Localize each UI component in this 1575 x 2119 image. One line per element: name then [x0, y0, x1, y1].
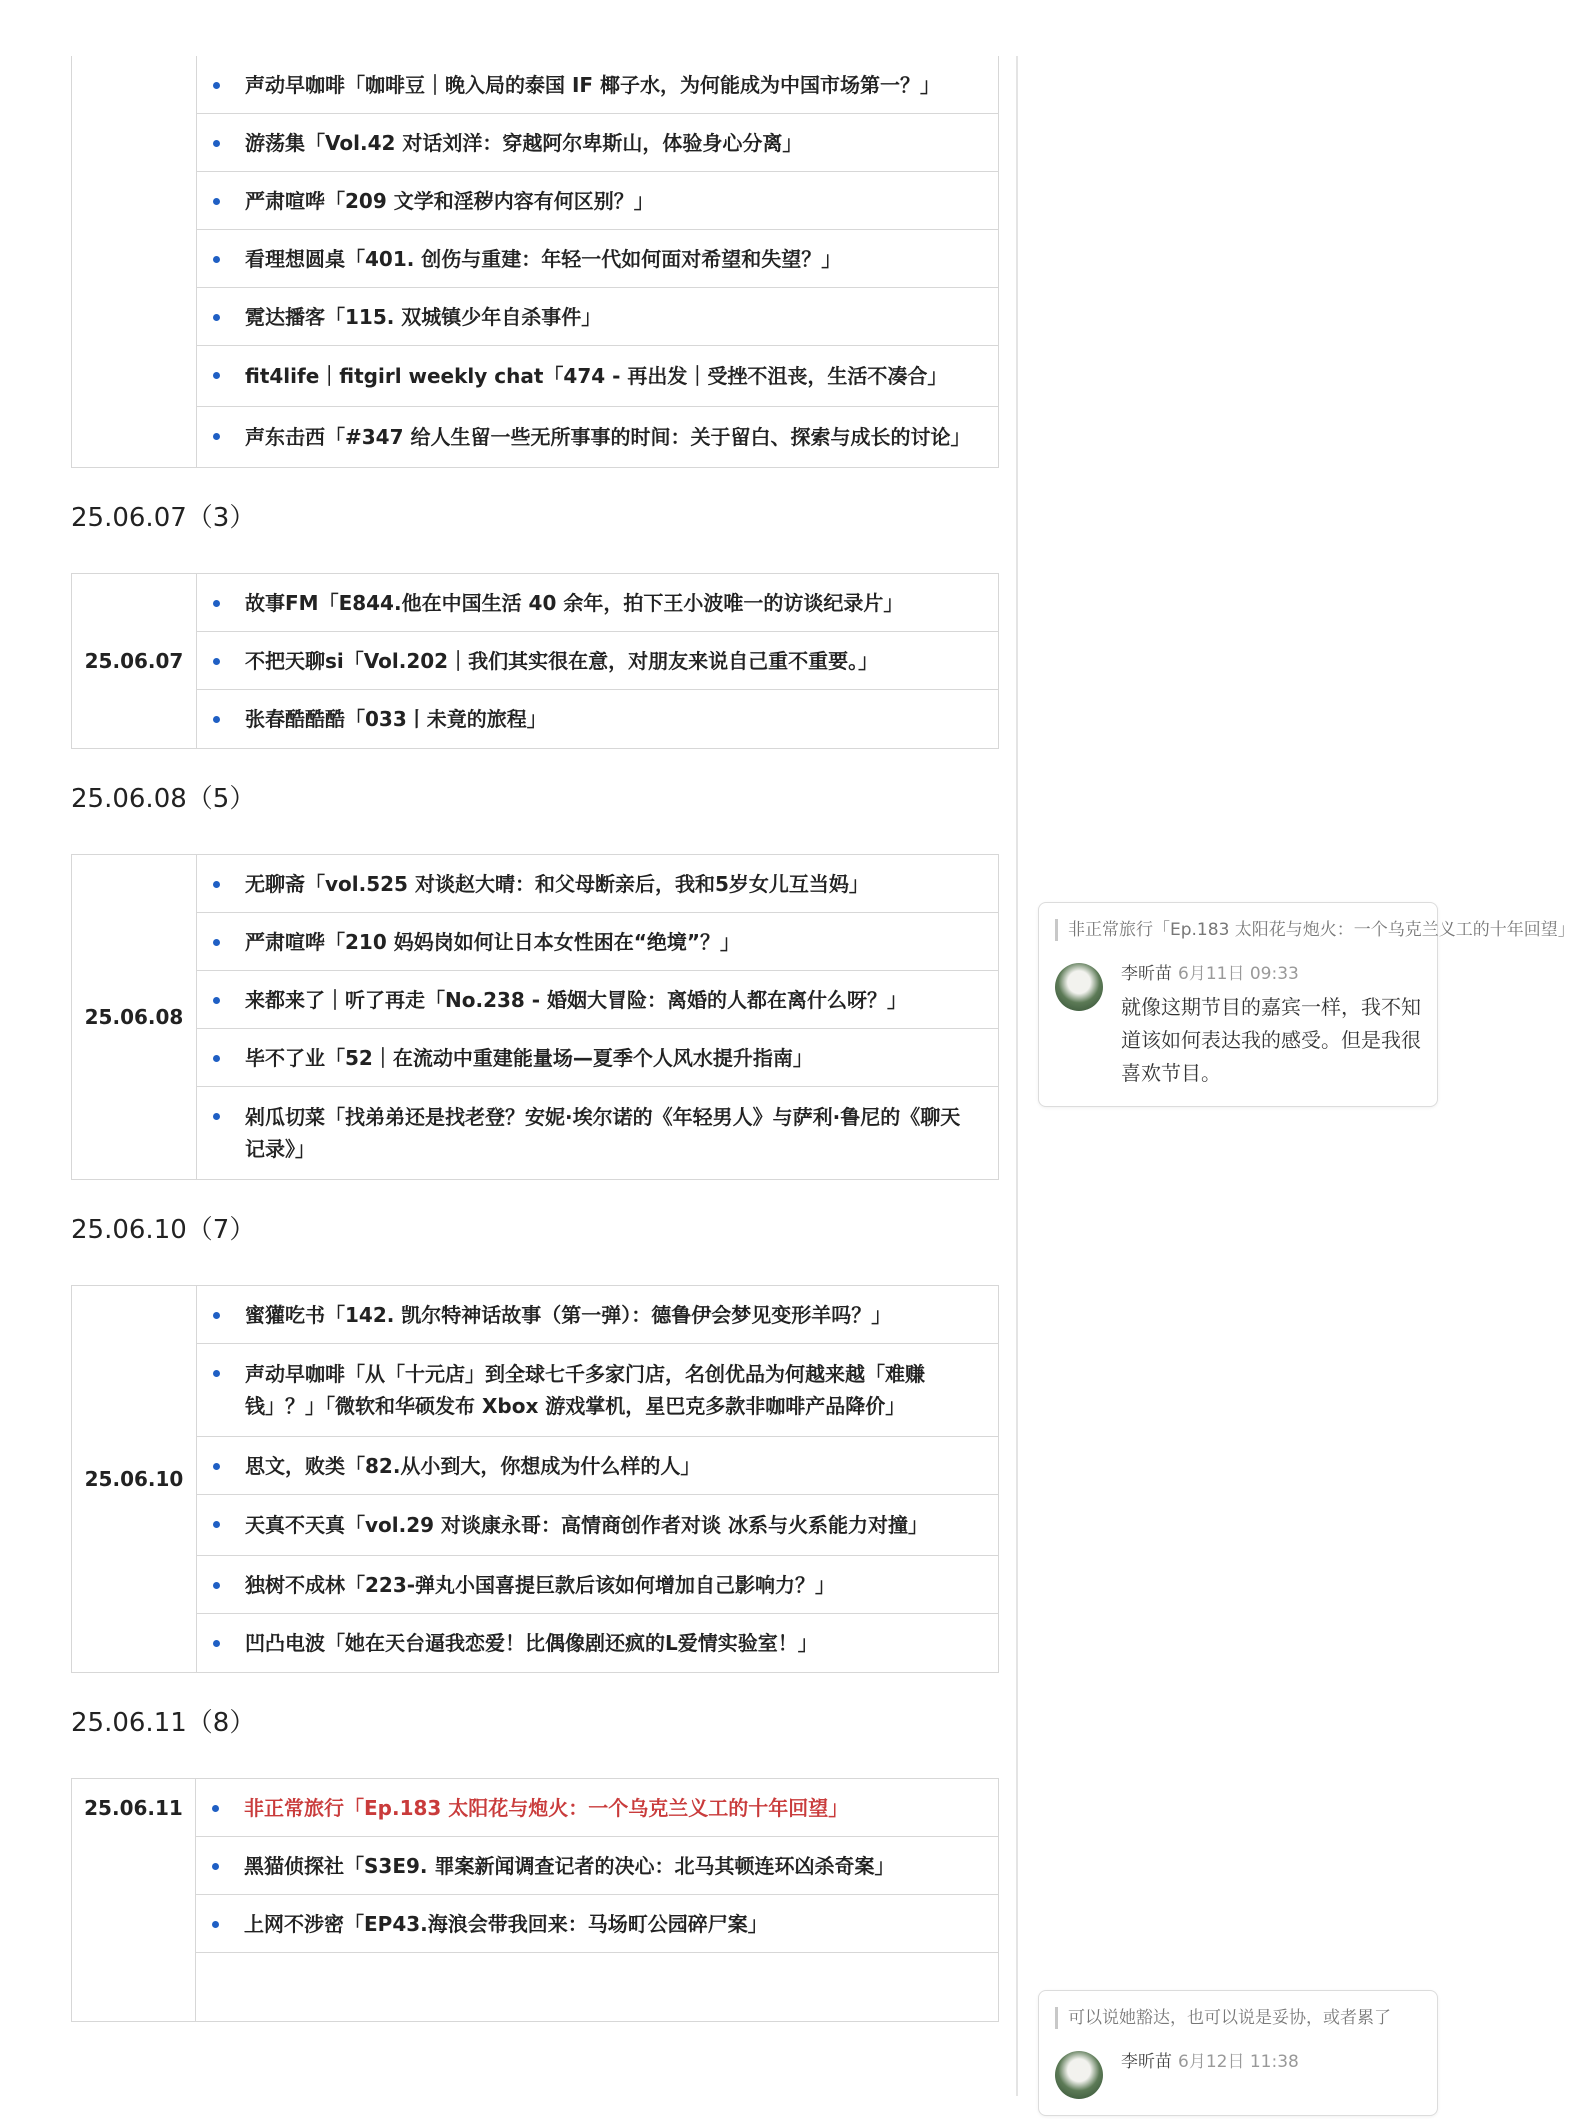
bullet-icon [213, 256, 220, 263]
day-date-cell: 25.06.08 [72, 855, 197, 1179]
day-heading: 25.06.08（5） [71, 784, 256, 814]
comment-card[interactable] [1038, 902, 1575, 1107]
episode-item[interactable] [197, 690, 998, 748]
episode-list [196, 1779, 998, 2021]
episode-title: 张春酷酷酷「033丨未竟的旅程」 [245, 707, 547, 731]
comment-author[interactable]: 李昕苗 [1121, 964, 1172, 984]
comment-quote[interactable]: 可以说她豁达，也可以说是妥协，或者累了 [1055, 2007, 1421, 2029]
comment-body [1055, 963, 1421, 1090]
episode-item[interactable] [197, 1495, 998, 1556]
episode-title: 蜜獾吃书「142. 凯尔特神话故事（第一弹）：德鲁伊会梦见变形羊吗？」 [245, 1302, 892, 1327]
day-group [71, 1200, 999, 1673]
day-table [71, 573, 999, 749]
day-heading: 25.06.07（3） [71, 503, 256, 533]
episode-item[interactable] [197, 346, 998, 407]
bullet-icon [213, 140, 220, 147]
episode-title: 独树不成林「223-弹丸小国喜提巨款后该如何增加自己影响力？」 [245, 1572, 836, 1597]
episode-title: 看理想圆桌「401. 创伤与重建：年轻一代如何面对希望和失望？」 [245, 246, 842, 271]
bullet-icon [213, 1582, 220, 1589]
episode-title: 声东击西「#347 给人生留一些无所事事的时间：关于留白、探索与成长的讨论」 [245, 425, 971, 449]
episode-item[interactable] [197, 1614, 998, 1672]
bullet-icon [213, 716, 220, 723]
day-table [71, 1285, 999, 1673]
bullet-icon [213, 1370, 220, 1377]
episode-item[interactable] [197, 288, 998, 346]
episode-title: 非正常旅行「Ep.183 太阳花与炮火：一个乌克兰义工的十年回望」 [244, 1795, 849, 1820]
bullet-icon [213, 939, 220, 946]
episode-item[interactable] [196, 1837, 998, 1895]
bullet-icon [213, 1640, 220, 1647]
comment-quote[interactable]: 非正常旅行「Ep.183 太阳花与炮火：一个乌克兰义工的十年回望」 [1055, 919, 1421, 941]
bullet-icon [213, 82, 220, 89]
bullet-icon [213, 314, 220, 321]
day-heading: 25.06.11（8） [71, 1708, 256, 1738]
bullet-icon [213, 372, 220, 379]
day-table [71, 56, 999, 468]
avatar[interactable] [1055, 963, 1103, 1011]
episode-title: 天真不天真「vol.29 对谈康永哥：高情商创作者对谈 冰系与火系能力对撞」 [245, 1513, 928, 1537]
day-group [71, 769, 999, 1180]
bullet-icon [213, 1312, 220, 1319]
episode-item[interactable] [197, 172, 998, 230]
bullet-icon [212, 1805, 219, 1812]
episode-item[interactable] [197, 1087, 998, 1179]
day-group [71, 56, 999, 468]
episode-item[interactable] [196, 1895, 998, 1953]
episode-list [197, 1286, 998, 1672]
comment-author[interactable]: 李昕苗 [1121, 2052, 1172, 2072]
episode-item[interactable] [196, 1779, 998, 1837]
bullet-icon [213, 1055, 220, 1062]
episode-item[interactable] [197, 1556, 998, 1614]
bullet-icon [213, 881, 220, 888]
episode-item[interactable] [197, 56, 998, 114]
episode-title: 来都来了｜听了再走「No.238 - 婚姻大冒险：离婚的人都在离什么呀？」 [245, 987, 908, 1012]
episode-item[interactable] [197, 1029, 998, 1087]
comment-main [1121, 2051, 1299, 2099]
episode-title: 剁瓜切菜「找弟弟还是找老登？安妮·埃尔诺的《年轻男人》与萨利·鲁尼的《聊天记录》」 [245, 1105, 961, 1161]
day-date-cell: 25.06.11 [72, 1779, 196, 2021]
episode-item[interactable] [197, 407, 998, 467]
comment-body [1055, 2051, 1421, 2099]
comment-main [1121, 963, 1421, 1090]
day-group [71, 488, 999, 749]
episode-item[interactable] [197, 230, 998, 288]
episode-title: 游荡集「Vol.42 对话刘洋：穿越阿尔卑斯山，体验身心分离」 [245, 130, 803, 155]
episode-item[interactable] [197, 971, 998, 1029]
episode-list [197, 574, 998, 748]
episode-title: 故事FM「E844.他在中国生活 40 余年，拍下王小波唯一的访谈纪录片」 [245, 590, 904, 615]
episode-item[interactable] [197, 1286, 998, 1344]
episode-title: 严肃喧哗「209 文学和淫秽内容有何区别？」 [245, 188, 654, 213]
day-date-cell: 25.06.10 [72, 1286, 197, 1672]
episode-item[interactable] [197, 855, 998, 913]
bullet-icon [213, 997, 220, 1004]
episode-item[interactable] [197, 1437, 998, 1495]
comment-text: 就像这期节目的嘉宾一样，我不知道该如何表达我的感受。但是我很喜欢节目。 [1121, 995, 1421, 1085]
bullet-icon [213, 198, 220, 205]
episode-title: fit4life｜fitgirl weekly chat「474 - 再出发｜受挫不沮丧，生活不凑合」 [245, 364, 948, 388]
day-date-cell [72, 56, 197, 467]
episode-title: 声动早咖啡「从「十元店」到全球七千多家门店，名创优品为何越来越「难赚钱」？」「微软和华硕发布 Xbox 游戏掌机，星巴克多款非咖啡产品降价」 [245, 1362, 925, 1418]
episode-title: 无聊斋「vol.525 对谈赵大晴：和父母断亲后，我和5岁女儿互当妈」 [245, 871, 869, 896]
day-table [71, 854, 999, 1180]
comment-time: 6月12日 11:38 [1178, 2052, 1299, 2072]
episode-item[interactable] [197, 1344, 998, 1437]
avatar[interactable] [1055, 2051, 1103, 2099]
episode-title: 黑猫侦探社「S3E9. 罪案新闻调查记者的决心：北马其顿连环凶杀奇案」 [244, 1853, 895, 1878]
episode-title: 严肃喧哗「210 妈妈岗如何让日本女性困在“绝境”？」 [245, 929, 740, 954]
comment-meta [1121, 963, 1421, 985]
episode-item[interactable] [197, 913, 998, 971]
episode-item[interactable] [197, 114, 998, 172]
reading-log-content [71, 56, 999, 2022]
comment-time: 6月11日 09:33 [1178, 964, 1299, 984]
episode-title: 上网不涉密「EP43.海浪会带我回来：马场町公园碎尸案」 [244, 1911, 768, 1936]
bullet-icon [212, 1921, 219, 1928]
episode-title: 不把天聊si「Vol.202｜我们其实很在意，对朋友来说自己重不重要。」 [245, 648, 879, 673]
bullet-icon [213, 1463, 220, 1470]
day-date-cell: 25.06.07 [72, 574, 197, 748]
bullet-icon [213, 658, 220, 665]
episode-title: 毕不了业「52｜在流动中重建能量场—夏季个人风水提升指南」 [245, 1045, 813, 1070]
bullet-icon [213, 1113, 220, 1120]
episode-list [197, 855, 998, 1179]
episode-item[interactable] [196, 1953, 998, 2021]
episode-title: 凹凸电波「她在天台逼我恋爱！比偶像剧还疯的L爱情实验室！」 [245, 1631, 818, 1655]
episode-title: 霓达播客「115. 双城镇少年自杀事件」 [245, 304, 602, 329]
episode-title: 声动早咖啡「咖啡豆｜晚入局的泰国 IF 椰子水，为何能成为中国市场第一？」 [245, 72, 941, 97]
episode-list [197, 56, 998, 467]
bullet-icon [213, 1521, 220, 1528]
comment-card[interactable] [1038, 1990, 1438, 2116]
bullet-icon [213, 433, 220, 440]
comment-meta [1121, 2051, 1299, 2073]
day-table [71, 1778, 999, 2022]
day-heading: 25.06.10（7） [71, 1215, 256, 1245]
episode-title: 思文，败类「82.从小到大，你想成为什么样的人」 [245, 1453, 701, 1478]
episode-item[interactable] [197, 574, 998, 632]
day-group [71, 1693, 999, 2022]
episode-item[interactable] [197, 632, 998, 690]
bullet-icon [213, 600, 220, 607]
bullet-icon [212, 1863, 219, 1870]
